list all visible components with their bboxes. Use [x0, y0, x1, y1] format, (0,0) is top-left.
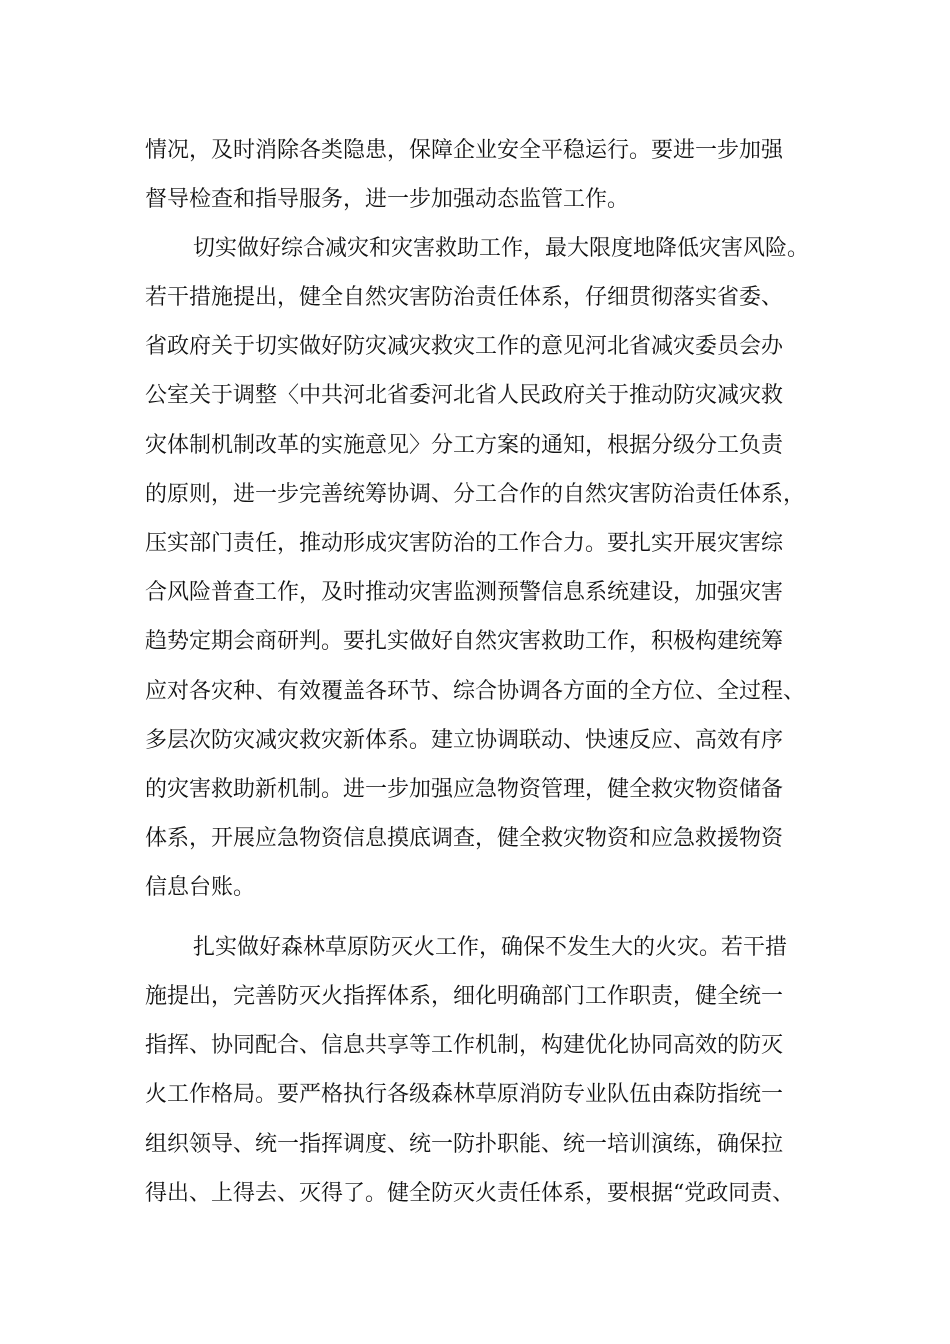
text-line: 的原则，进一步完善统筹协调、分工合作的自然灾害防治责任体系， — [145, 482, 806, 507]
text-line: 得出、上得去、灭得了。健全防灭火责任体系，要根据“党政同责、 — [145, 1181, 795, 1206]
text-line: 趋势定期会商研判。要扎实做好自然灾害救助工作，积极构建统筹 — [145, 629, 784, 654]
paragraph-first-line: 切实做好综合减灾和灾害救助工作，最大限度地降低灾害风险。 — [193, 236, 810, 261]
text-line: 施提出，完善防灭火指挥体系，细化明确部门工作职责，健全统一 — [145, 984, 784, 1009]
text-line: 多层次防灾减灾救灾新体系。建立协调联动、快速反应、高效有序 — [145, 728, 784, 753]
text-line: 省政府关于切实做好防灾减灾救灾工作的意见河北省减灾委员会办 — [145, 334, 784, 359]
text-line: 的灾害救助新机制。进一步加强应急物资管理，健全救灾物资储备 — [145, 777, 784, 802]
text-line: 情况，及时消除各类隐患，保障企业安全平稳运行。要进一步加强 — [145, 138, 784, 163]
text-line: 火工作格局。要严格执行各级森林草原消防专业队伍由森防指统一 — [145, 1082, 784, 1107]
text-line: 公室关于调整〈中共河北省委河北省人民政府关于推动防灾减灾救 — [145, 383, 784, 408]
text-line: 灾体制机制改革的实施意见〉分工方案的通知，根据分级分工负责 — [145, 433, 784, 458]
text-line: 组织领导、统一指挥调度、统一防扑职能、统一培训演练，确保拉 — [145, 1132, 784, 1157]
text-line: 督导检查和指导服务，进一步加强动态监管工作。 — [145, 187, 630, 212]
text-line: 体系，开展应急物资信息摸底调查，健全救灾物资和应急救援物资 — [145, 826, 784, 851]
text-line: 合风险普查工作，及时推动灾害监测预警信息系统建设，加强灾害 — [145, 580, 784, 605]
text-line: 指挥、协同配合、信息共享等工作机制，构建优化协同高效的防灭 — [145, 1033, 784, 1058]
text-line: 应对各灾种、有效覆盖各环节、综合协调各方面的全方位、全过程、 — [145, 679, 806, 704]
paragraph-first-line: 扎实做好森林草原防灭火工作，确保不发生大的火灾。若干措 — [193, 935, 788, 960]
text-line: 压实部门责任，推动形成灾害防治的工作合力。要扎实开展灾害综 — [145, 531, 784, 556]
text-line: 信息台账。 — [145, 875, 256, 900]
text-line: 若干措施提出，健全自然灾害防治责任体系，仔细贯彻落实省委、 — [145, 285, 784, 310]
